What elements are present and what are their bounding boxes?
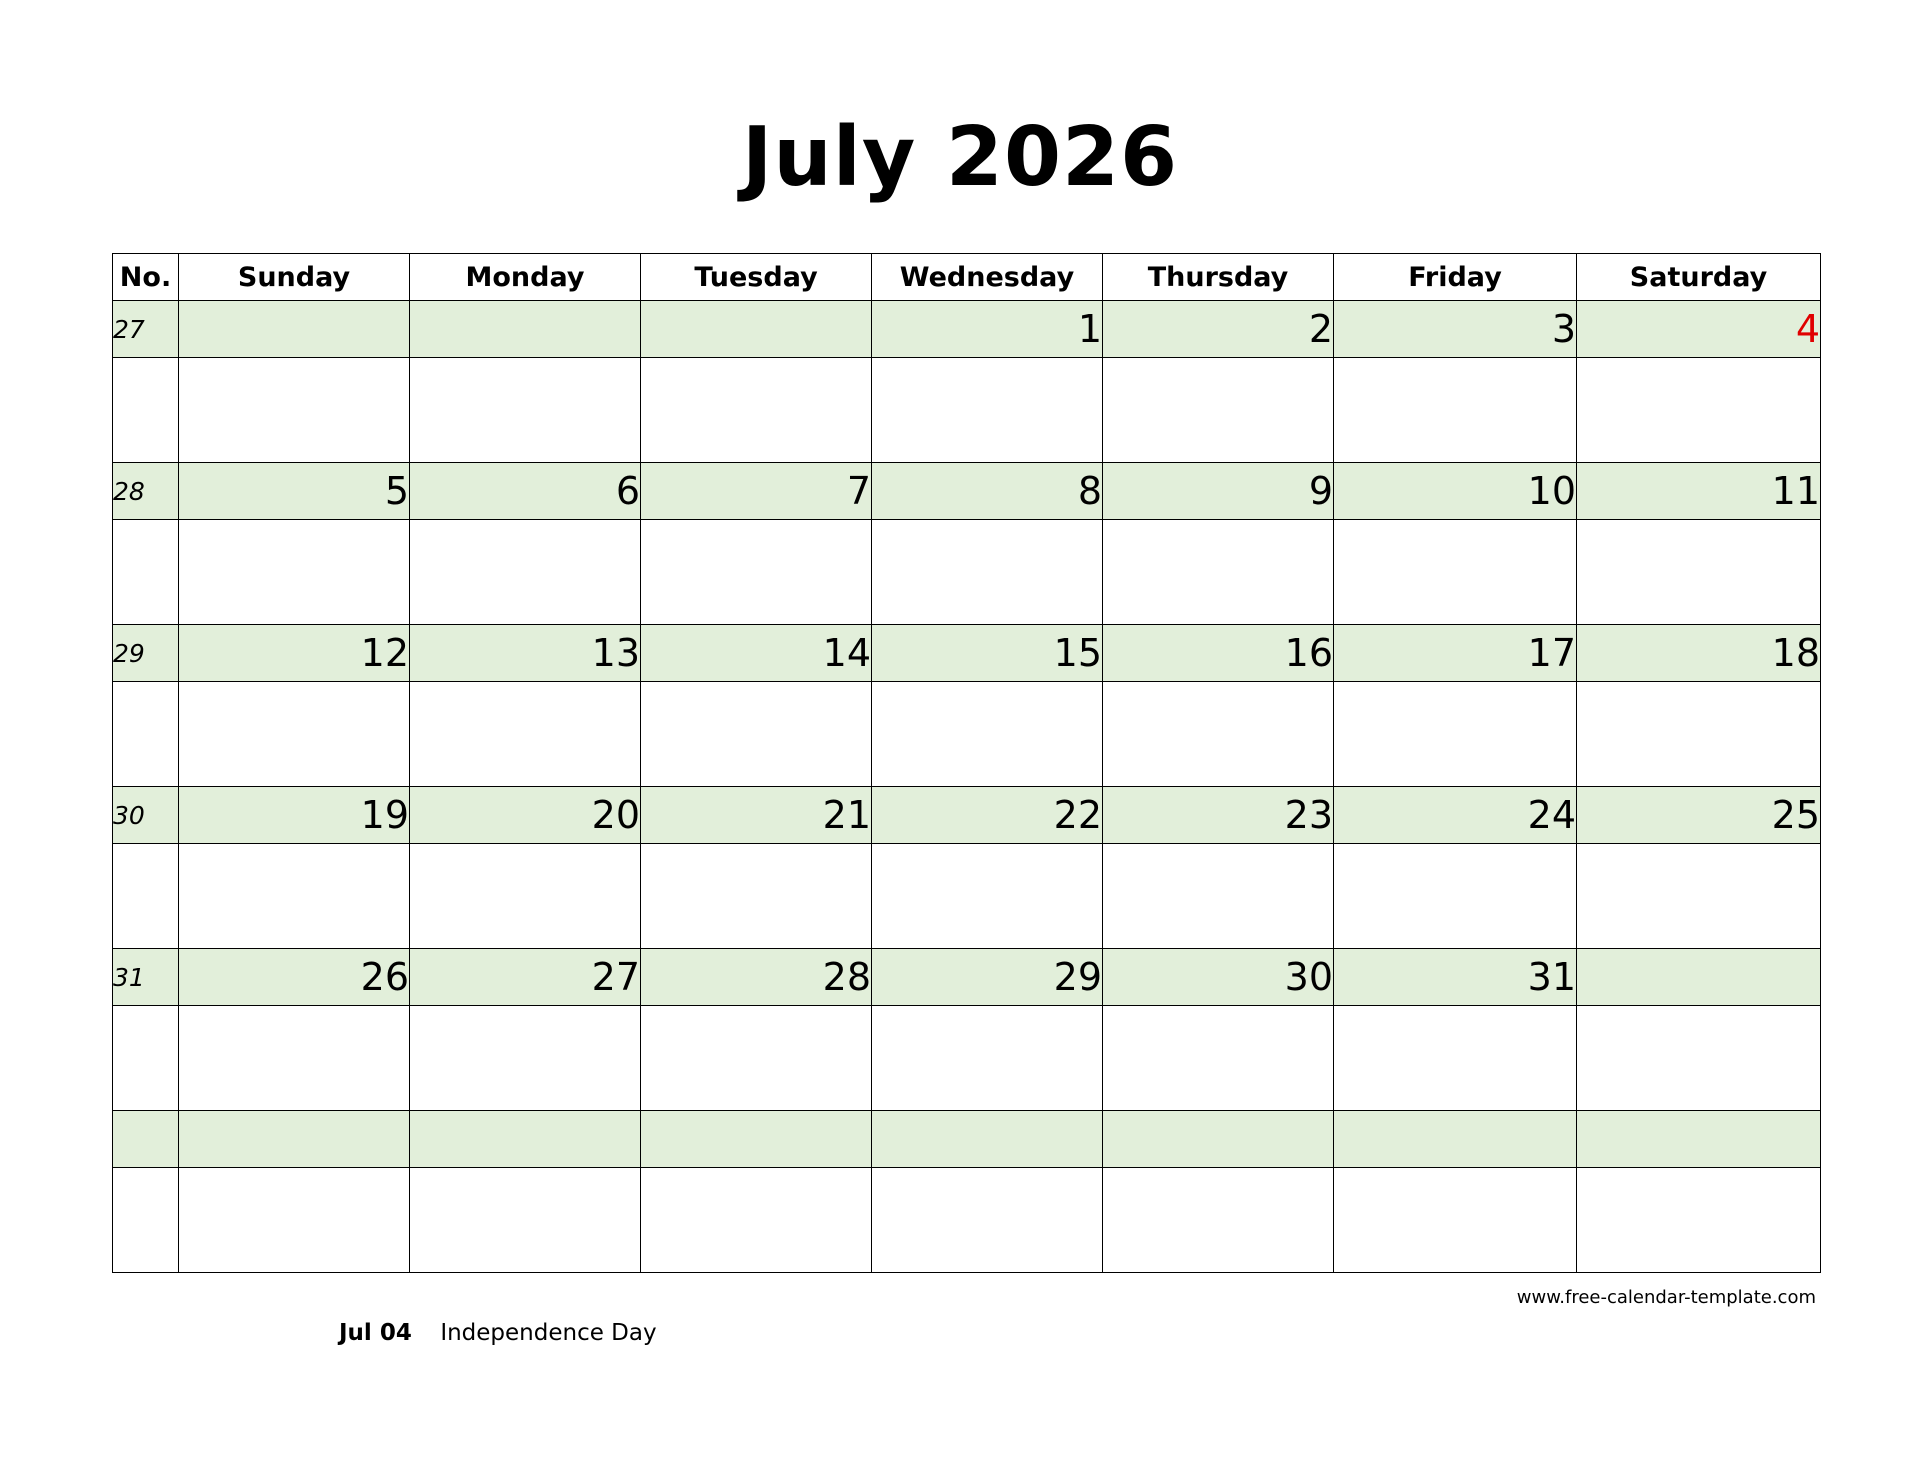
notes-cell[interactable] bbox=[872, 358, 1103, 463]
notes-cell[interactable] bbox=[179, 682, 410, 787]
notes-cell[interactable] bbox=[1334, 1006, 1577, 1111]
week-notes-row bbox=[113, 682, 1821, 787]
day-cell[interactable]: 17 bbox=[1334, 625, 1577, 682]
notes-cell[interactable] bbox=[1334, 520, 1577, 625]
holiday-name: Independence Day bbox=[440, 1320, 657, 1346]
day-cell[interactable]: 18 bbox=[1577, 625, 1821, 682]
week-number: 27 bbox=[113, 301, 179, 358]
week-notes-row bbox=[113, 520, 1821, 625]
day-cell[interactable]: 22 bbox=[872, 787, 1103, 844]
notes-cell bbox=[113, 1168, 179, 1273]
notes-cell[interactable] bbox=[1334, 682, 1577, 787]
website-url: www.free-calendar-template.com bbox=[1516, 1287, 1816, 1308]
day-cell[interactable] bbox=[179, 301, 410, 358]
notes-cell[interactable] bbox=[641, 358, 872, 463]
day-cell[interactable] bbox=[1577, 1111, 1821, 1168]
day-cell[interactable]: 6 bbox=[410, 463, 641, 520]
day-cell[interactable] bbox=[179, 1111, 410, 1168]
day-cell[interactable]: 15 bbox=[872, 625, 1103, 682]
day-cell[interactable] bbox=[1334, 1111, 1577, 1168]
day-cell[interactable] bbox=[1577, 949, 1821, 1006]
weekday-header-sunday: Sunday bbox=[179, 254, 410, 301]
notes-cell[interactable] bbox=[1103, 1168, 1334, 1273]
week-number bbox=[113, 1111, 179, 1168]
notes-cell[interactable] bbox=[410, 1006, 641, 1111]
day-cell[interactable]: 10 bbox=[1334, 463, 1577, 520]
notes-cell[interactable] bbox=[641, 844, 872, 949]
day-cell[interactable] bbox=[410, 1111, 641, 1168]
day-cell[interactable]: 27 bbox=[410, 949, 641, 1006]
notes-cell[interactable] bbox=[872, 1006, 1103, 1111]
day-cell[interactable]: 23 bbox=[1103, 787, 1334, 844]
day-cell[interactable]: 28 bbox=[641, 949, 872, 1006]
week-notes-row bbox=[113, 844, 1821, 949]
weekday-header-friday: Friday bbox=[1334, 254, 1577, 301]
notes-cell[interactable] bbox=[1334, 1168, 1577, 1273]
calendar-grid bbox=[112, 253, 1821, 1273]
day-cell-holiday[interactable]: 4 bbox=[1577, 301, 1821, 358]
week-number: 30 bbox=[113, 787, 179, 844]
notes-cell bbox=[113, 1006, 179, 1111]
week-number-header: No. bbox=[113, 254, 179, 301]
day-cell[interactable]: 19 bbox=[179, 787, 410, 844]
notes-cell[interactable] bbox=[872, 682, 1103, 787]
holiday-date: Jul 04 bbox=[339, 1320, 412, 1346]
notes-cell[interactable] bbox=[410, 358, 641, 463]
notes-cell[interactable] bbox=[1334, 358, 1577, 463]
week-notes-row bbox=[113, 1168, 1821, 1273]
day-cell[interactable] bbox=[1103, 1111, 1334, 1168]
holiday-item bbox=[339, 1320, 657, 1346]
notes-cell[interactable] bbox=[1103, 358, 1334, 463]
day-cell[interactable]: 24 bbox=[1334, 787, 1577, 844]
day-cell[interactable]: 21 bbox=[641, 787, 872, 844]
notes-cell bbox=[113, 520, 179, 625]
day-cell[interactable]: 26 bbox=[179, 949, 410, 1006]
notes-cell[interactable] bbox=[410, 520, 641, 625]
week-date-row bbox=[113, 1111, 1821, 1168]
notes-cell[interactable] bbox=[410, 1168, 641, 1273]
week-date-row bbox=[113, 463, 1821, 520]
day-cell[interactable]: 29 bbox=[872, 949, 1103, 1006]
notes-cell bbox=[113, 844, 179, 949]
notes-cell[interactable] bbox=[1103, 682, 1334, 787]
day-cell[interactable]: 30 bbox=[1103, 949, 1334, 1006]
day-cell[interactable]: 1 bbox=[872, 301, 1103, 358]
calendar-title: July 2026 bbox=[741, 110, 1179, 205]
day-cell[interactable] bbox=[872, 1111, 1103, 1168]
notes-cell[interactable] bbox=[179, 520, 410, 625]
notes-cell bbox=[113, 682, 179, 787]
notes-cell[interactable] bbox=[1103, 520, 1334, 625]
week-date-row bbox=[113, 949, 1821, 1006]
day-cell[interactable]: 12 bbox=[179, 625, 410, 682]
notes-cell[interactable] bbox=[1103, 1006, 1334, 1111]
notes-cell[interactable] bbox=[179, 844, 410, 949]
day-cell[interactable] bbox=[641, 301, 872, 358]
day-cell[interactable]: 2 bbox=[1103, 301, 1334, 358]
notes-cell[interactable] bbox=[179, 1006, 410, 1111]
week-notes-row bbox=[113, 1006, 1821, 1111]
notes-cell[interactable] bbox=[1577, 682, 1821, 787]
notes-cell[interactable] bbox=[1577, 844, 1821, 949]
weekday-header-thursday: Thursday bbox=[1103, 254, 1334, 301]
notes-cell[interactable] bbox=[872, 520, 1103, 625]
notes-cell[interactable] bbox=[410, 844, 641, 949]
notes-cell[interactable] bbox=[1103, 844, 1334, 949]
weekday-header-monday: Monday bbox=[410, 254, 641, 301]
day-cell[interactable]: 9 bbox=[1103, 463, 1334, 520]
day-cell[interactable]: 5 bbox=[179, 463, 410, 520]
notes-cell[interactable] bbox=[410, 682, 641, 787]
week-notes-row bbox=[113, 358, 1821, 463]
day-cell[interactable]: 3 bbox=[1334, 301, 1577, 358]
day-cell[interactable] bbox=[410, 301, 641, 358]
week-date-row bbox=[113, 301, 1821, 358]
notes-cell[interactable] bbox=[1577, 1006, 1821, 1111]
notes-cell[interactable] bbox=[641, 520, 872, 625]
notes-cell[interactable] bbox=[1577, 520, 1821, 625]
weekday-header-saturday: Saturday bbox=[1577, 254, 1821, 301]
day-cell[interactable] bbox=[641, 1111, 872, 1168]
notes-cell bbox=[113, 358, 179, 463]
day-cell[interactable]: 25 bbox=[1577, 787, 1821, 844]
weekday-header-wednesday: Wednesday bbox=[872, 254, 1103, 301]
day-cell[interactable]: 11 bbox=[1577, 463, 1821, 520]
notes-cell[interactable] bbox=[641, 1006, 872, 1111]
notes-cell[interactable] bbox=[179, 358, 410, 463]
notes-cell[interactable] bbox=[1577, 1168, 1821, 1273]
weekday-header-tuesday: Tuesday bbox=[641, 254, 872, 301]
notes-cell[interactable] bbox=[1577, 358, 1821, 463]
week-date-row bbox=[113, 787, 1821, 844]
day-cell[interactable]: 31 bbox=[1334, 949, 1577, 1006]
day-cell[interactable]: 13 bbox=[410, 625, 641, 682]
notes-cell[interactable] bbox=[641, 682, 872, 787]
notes-cell[interactable] bbox=[872, 1168, 1103, 1273]
day-cell[interactable]: 14 bbox=[641, 625, 872, 682]
notes-cell[interactable] bbox=[1334, 844, 1577, 949]
weekday-header-row bbox=[113, 254, 1821, 301]
day-cell[interactable]: 20 bbox=[410, 787, 641, 844]
notes-cell[interactable] bbox=[179, 1168, 410, 1273]
day-cell[interactable]: 7 bbox=[641, 463, 872, 520]
week-number: 31 bbox=[113, 949, 179, 1006]
notes-cell[interactable] bbox=[872, 844, 1103, 949]
week-date-row bbox=[113, 625, 1821, 682]
week-number: 28 bbox=[113, 463, 179, 520]
notes-cell[interactable] bbox=[641, 1168, 872, 1273]
day-cell[interactable]: 16 bbox=[1103, 625, 1334, 682]
holiday-list bbox=[339, 1320, 657, 1346]
day-cell[interactable]: 8 bbox=[872, 463, 1103, 520]
week-number: 29 bbox=[113, 625, 179, 682]
